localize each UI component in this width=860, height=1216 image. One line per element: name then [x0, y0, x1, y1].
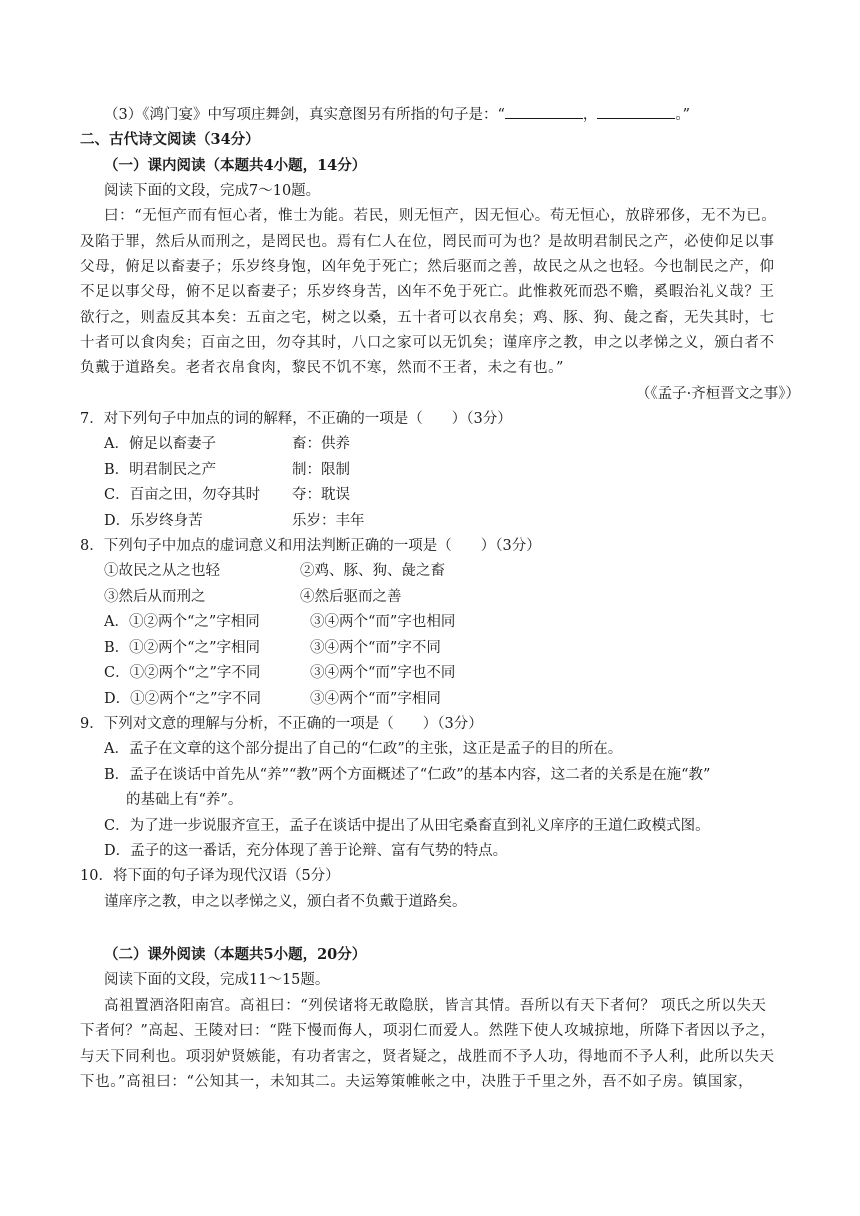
passage-2-line: 下也。”高祖曰：“公知其一，未知其二。夫运筹策帷帐之中，决胜于千里之外，吾不如子房。镇国家，: [80, 1074, 754, 1090]
passage-1-line: 不足以事父母，俯不足以畜妻子；乐岁终身苦，凶年不免于死亡。此惟救死而恐不赡，奚暇治礼义哉？王: [80, 284, 775, 300]
part-1-instruction: 阅读下面的文段，完成7～10题。: [104, 183, 321, 199]
question-10-stem: 10．将下面的句子译为现代汉语（5分）: [80, 868, 340, 884]
passage-2-line: 高祖置酒洛阳南宫。高祖曰：“列侯诸将无敢隐朕，皆言其情。吾所以有天下者何？ 项氏之所以失天: [104, 998, 767, 1014]
passage-1-line: 十者可以食肉矣；百亩之田，勿夺其时，八口之家可以无饥矣；谨庠序之教，申之以孝悌之义，颁白者不: [80, 335, 775, 351]
answer-blank-2[interactable]: [597, 104, 675, 119]
question-3: [104, 104, 690, 125]
q8-option-c[interactable]: C．①②两个“之”字不同: [104, 665, 261, 681]
part-2-title: （二）课外阅读（本题共5小题，20分）: [104, 946, 367, 963]
answer-blank-1[interactable]: [505, 104, 583, 119]
q8-item-3: ③然后从而刑之: [104, 589, 206, 605]
q9-option-c[interactable]: C．为了进一步说服齐宣王，孟子在谈话中提出了从田宅桑畜直到礼义庠序的王道仁政模式图。: [104, 818, 710, 834]
q3-separator: ，: [582, 107, 598, 123]
q9-option-a[interactable]: A．孟子在文章的这个部分提出了自己的“仁政”的主张，这正是孟子的目的所在。: [104, 741, 623, 757]
passage-1-line: 父母，俯足以畜妻子；乐岁终身饱，凶年免于死亡；然后驱而之善，故民之从之也轻。今也制民之产，仰: [80, 259, 775, 275]
section-2-title: 二、古代诗文阅读（34分）: [80, 131, 260, 148]
q8-option-b[interactable]: B．①②两个“之”字相同: [104, 640, 260, 656]
question-8-stem: 8．下列句子中加点的虚词意义和用法判断正确的一项是（ ）（3分）: [80, 538, 541, 554]
q8-option-d-second: ③④两个“而”字相同: [310, 691, 441, 707]
q7-option-c-gloss: 夺：耽误: [292, 487, 350, 503]
passage-2-line: 下者何？”高起、王陵对曰：“陛下慢而侮人，项羽仁而爱人。然陛下使人攻城掠地，所降下者因以予之，: [80, 1023, 776, 1039]
passage-1-line: 欲行之，则盍反其本矣：五亩之宅，树之以桑，五十者可以衣帛矣；鸡、豚、狗、彘之畜，无失其时，七: [80, 310, 775, 326]
q8-item-2: ②鸡、豚、狗、彘之畜: [300, 563, 445, 579]
passage-2-line: 与天下同利也。项羽妒贤嫉能，有功者害之，贤者疑之，战胜而不予人功，得地而不予人利，此所以失天: [80, 1049, 775, 1065]
passage-1-source: （《孟子·齐桓晋文之事》）: [635, 386, 800, 402]
part-1-title: （一）课内阅读（本题共4小题，14分）: [104, 157, 367, 174]
q9-option-b[interactable]: B．孟子在谈话中首先从“养”“教”两个方面概述了“仁政”的基本内容，这二者的关系是在施“教”: [104, 767, 711, 783]
q7-option-a[interactable]: A．俯足以畜妻子: [104, 436, 216, 452]
q9-option-d[interactable]: D．孟子的这一番话，充分体现了善于论辩、富有气势的特点。: [104, 843, 508, 859]
passage-1-line: 曰：“无恒产而有恒心者，惟士为能。若民，则无恒产，因无恒心。苟无恒心，放辟邪侈，无不为已。: [104, 208, 777, 224]
q9-option-b-continued: 的基础上有“养”。: [126, 792, 243, 808]
q8-option-c-second: ③④两个“而”字也不同: [310, 665, 456, 681]
q3-prefix: （3）《鸿门宴》中写项庄舞剑，真实意图另有所指的句子是：“: [104, 107, 505, 123]
q8-option-a[interactable]: A．①②两个“之”字相同: [104, 614, 260, 630]
q7-option-b-gloss: 制：限制: [292, 462, 350, 478]
q10-sentence: 谨庠序之教，申之以孝悌之义，颁白者不负戴于道路矣。: [104, 894, 467, 910]
q8-item-1: ①故民之从之也轻: [104, 563, 220, 579]
q3-suffix: 。”: [675, 107, 691, 123]
passage-1-line: 负戴于道路矣。老者衣帛食肉，黎民不饥不寒，然而不王者，未之有也。”: [80, 360, 564, 376]
passage-1-line: 及陷于罪，然后从而刑之，是罔民也。焉有仁人在位，罔民而可为也？是故明君制民之产，必使仰足以事: [80, 234, 775, 250]
question-7-stem: 7．对下列句子中加点的词的解释，不正确的一项是（ ）（3分）: [80, 411, 512, 427]
q7-option-a-gloss: 畜：供养: [292, 436, 350, 452]
question-9-stem: 9．下列对文意的理解与分析，不正确的一项是（ ）（3分）: [80, 716, 483, 732]
q7-option-d-gloss: 乐岁：丰年: [292, 513, 365, 529]
q8-option-b-second: ③④两个“而”字不同: [310, 640, 441, 656]
q8-option-a-second: ③④两个“而”字也相同: [310, 614, 456, 630]
q7-option-c[interactable]: C．百亩之田，勿夺其时: [104, 487, 261, 503]
q7-option-d[interactable]: D．乐岁终身苦: [104, 513, 203, 529]
part-2-instruction: 阅读下面的文段，完成11～15题。: [104, 972, 330, 988]
q8-item-4: ④然后驱而之善: [300, 589, 402, 605]
q8-option-d[interactable]: D．①②两个“之”字不同: [104, 691, 261, 707]
q7-option-b[interactable]: B．明君制民之产: [104, 462, 217, 478]
